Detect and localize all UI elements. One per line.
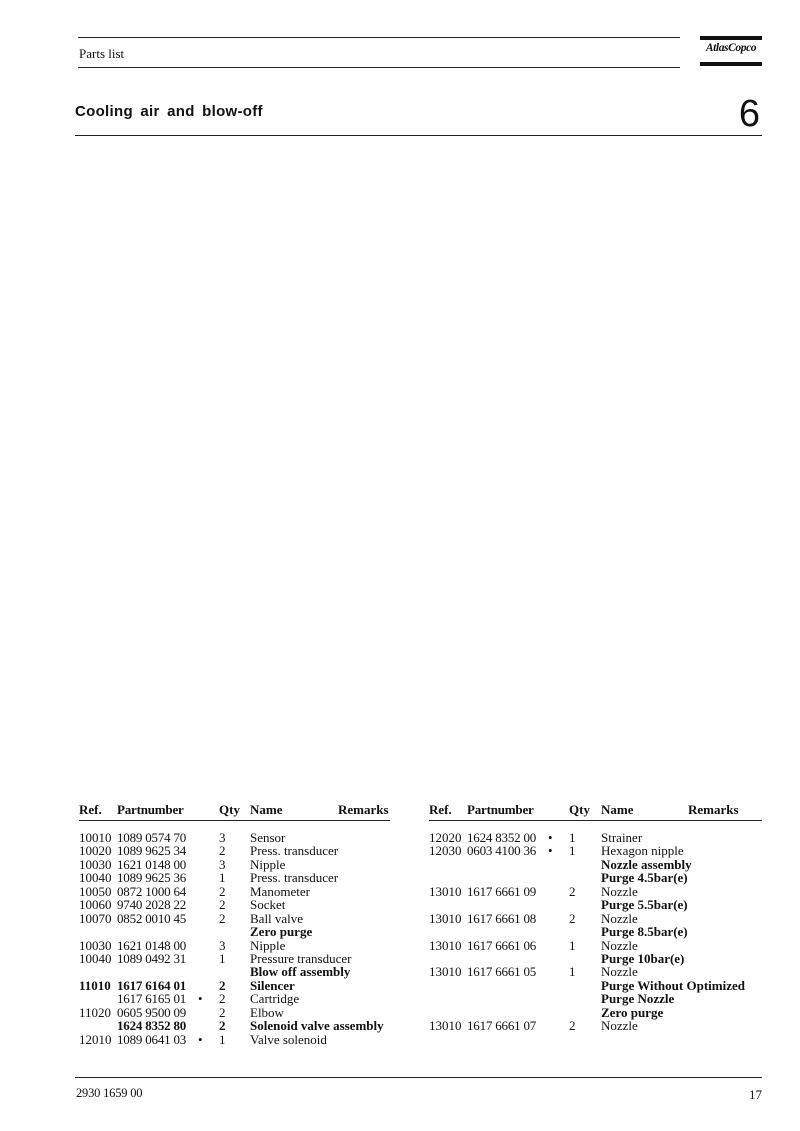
table-row <box>429 979 762 992</box>
ref-cell: 13010 <box>429 883 462 899</box>
name-cell: Press. transducer <box>250 843 339 859</box>
partnumber-cell: 1617 6164 01 <box>117 977 187 993</box>
table-row <box>429 858 762 871</box>
qty-cell: 3 <box>219 937 226 953</box>
qty-cell: 2 <box>219 910 226 926</box>
header-qty: Qty <box>569 802 590 817</box>
partnumber-cell: 0872 1000 64 <box>117 883 187 899</box>
name-cell: Purge Without Optimized <box>601 977 745 993</box>
name-cell: Purge 10bar(e) <box>601 950 685 966</box>
table-row <box>79 898 390 911</box>
ref-cell: 10010 <box>79 830 112 845</box>
ref-cell: 13010 <box>429 910 462 926</box>
name-cell: Zero purge <box>601 1004 664 1020</box>
ref-cell: 10060 <box>79 897 112 913</box>
partnumber-cell: 1624 8352 00 <box>467 830 537 845</box>
atlas-copco-logo <box>700 36 762 66</box>
qty-cell: 1 <box>219 950 226 966</box>
qty-cell: 2 <box>219 1004 226 1020</box>
qty-cell: 2 <box>569 883 576 899</box>
name-cell: Purge 4.5bar(e) <box>601 870 688 886</box>
ref-cell: 10030 <box>79 937 112 953</box>
name-cell: Valve solenoid <box>250 1031 327 1047</box>
name-cell: Nozzle assembly <box>601 856 692 872</box>
name-cell: Solenoid valve assembly <box>250 1018 384 1034</box>
table-row <box>429 1006 762 1019</box>
partnumber-cell: 1617 6661 07 <box>467 1018 537 1034</box>
name-cell: Elbow <box>250 1004 284 1020</box>
table-row <box>79 1006 390 1019</box>
header-name: Name <box>601 802 634 817</box>
name-cell: Nozzle <box>601 910 638 926</box>
header-remarks: Remarks <box>338 802 389 817</box>
name-cell: Nipple <box>250 856 286 872</box>
table-row <box>429 992 762 1005</box>
partnumber-cell: 1617 6661 05 <box>467 964 537 980</box>
partnumber-cell: 1089 9625 36 <box>117 870 187 886</box>
header-ref: Ref. <box>79 802 102 817</box>
partnumber-cell: 1621 0148 00 <box>117 937 187 953</box>
name-cell: Purge 8.5bar(e) <box>601 924 688 940</box>
qty-cell: 1 <box>219 870 226 886</box>
qty-cell: 2 <box>219 991 226 1007</box>
table-row <box>79 992 390 1005</box>
name-cell: Hexagon nipple <box>601 843 684 859</box>
header-rule-top <box>78 37 680 38</box>
header-rule-bottom <box>78 67 680 68</box>
qty-cell: 2 <box>219 1018 226 1034</box>
header-qty: Qty <box>219 802 240 817</box>
table-row <box>79 844 390 857</box>
table-row <box>429 939 762 952</box>
partnumber-cell: 1617 6661 09 <box>467 883 537 899</box>
qty-cell: 2 <box>569 910 576 926</box>
parts-table-left <box>79 802 390 1046</box>
name-cell: Manometer <box>250 883 310 899</box>
table-row <box>79 1033 390 1046</box>
table-row <box>429 831 762 844</box>
ref-cell: 13010 <box>429 1018 462 1034</box>
qty-cell: 2 <box>219 897 226 913</box>
name-cell: Sensor <box>250 830 286 845</box>
header-remarks: Remarks <box>688 802 739 817</box>
qty-cell: 1 <box>569 830 576 845</box>
ref-cell: 12010 <box>79 1031 112 1047</box>
partnumber-cell: 1617 6165 01 <box>117 991 187 1007</box>
name-cell: Press. transducer <box>250 870 339 886</box>
name-cell: Nipple <box>250 937 286 953</box>
header-label: Parts list <box>79 46 125 61</box>
table-row <box>79 831 390 844</box>
bullet-marker: • <box>198 1031 203 1047</box>
partnumber-cell: 1621 0148 00 <box>117 856 187 872</box>
logo-bar-bottom <box>700 62 762 66</box>
header-partnumber: Partnumber <box>117 802 184 817</box>
parts-table-right <box>429 802 762 1033</box>
name-cell: Nozzle <box>601 937 638 953</box>
header-ref: Ref. <box>429 802 452 817</box>
qty-cell: 1 <box>569 843 576 859</box>
qty-cell: 2 <box>219 977 226 993</box>
bullet-marker: • <box>548 830 553 845</box>
table-row <box>79 965 390 978</box>
table-row <box>79 912 390 925</box>
table-row <box>79 979 390 992</box>
table-body <box>429 831 762 1033</box>
partnumber-cell: 9740 2028 22 <box>117 897 187 913</box>
name-cell: Nozzle <box>601 964 638 980</box>
logo-bar-top <box>700 36 762 40</box>
partnumber-cell: 1624 8352 80 <box>117 1018 187 1034</box>
table-body <box>79 831 390 1046</box>
title-rule <box>75 135 762 136</box>
table-row <box>429 952 762 965</box>
partnumber-cell: 1617 6661 08 <box>467 910 537 926</box>
ref-cell: 13010 <box>429 937 462 953</box>
table-row <box>429 871 762 884</box>
partnumber-cell: 1089 0492 31 <box>117 950 187 966</box>
table-row <box>79 871 390 884</box>
table-header <box>79 802 390 821</box>
qty-cell: 2 <box>219 843 226 859</box>
ref-cell: 10070 <box>79 910 112 926</box>
table-row <box>79 939 390 952</box>
logo-text: AtlasCopco <box>705 42 757 54</box>
bullet-marker: • <box>198 991 203 1007</box>
ref-cell: 10030 <box>79 856 112 872</box>
table-header <box>429 802 762 821</box>
table-row <box>79 1019 390 1032</box>
ref-cell: 10040 <box>79 870 112 886</box>
partnumber-cell: 0603 4100 36 <box>467 843 537 859</box>
table-row <box>429 898 762 911</box>
ref-cell: 10050 <box>79 883 112 899</box>
header-partnumber: Partnumber <box>467 802 534 817</box>
partnumber-cell: 1617 6661 06 <box>467 937 537 953</box>
qty-cell: 1 <box>569 937 576 953</box>
page-number: 17 <box>749 1087 762 1102</box>
ref-cell: 10040 <box>79 950 112 966</box>
name-cell: Cartridge <box>250 991 300 1007</box>
table-row <box>429 925 762 938</box>
name-cell: Nozzle <box>601 883 638 899</box>
name-cell: Purge 5.5bar(e) <box>601 897 688 913</box>
bullet-marker: • <box>548 843 553 859</box>
name-cell: Purge Nozzle <box>601 991 675 1007</box>
name-cell: Zero purge <box>250 924 313 940</box>
table-row <box>429 844 762 857</box>
ref-cell: 13010 <box>429 964 462 980</box>
table-row <box>79 885 390 898</box>
partnumber-cell: 0605 9500 09 <box>117 1004 187 1020</box>
table-row <box>79 858 390 871</box>
qty-cell: 3 <box>219 856 226 872</box>
partnumber-cell: 0852 0010 45 <box>117 910 187 926</box>
qty-cell: 3 <box>219 830 226 845</box>
name-cell: Blow off assembly <box>250 964 351 980</box>
table-row <box>429 912 762 925</box>
ref-cell: 10020 <box>79 843 112 859</box>
name-cell: Nozzle <box>601 1018 638 1034</box>
footer-rule <box>75 1077 762 1078</box>
table-row <box>79 952 390 965</box>
ref-cell: 12030 <box>429 843 462 859</box>
partnumber-cell: 1089 9625 34 <box>117 843 187 859</box>
name-cell: Pressure transducer <box>250 950 352 966</box>
section-number: 6 <box>738 93 760 135</box>
ref-cell: 11010 <box>79 977 111 993</box>
table-row <box>79 925 390 938</box>
section-title: Cooling air and blow-off <box>75 103 263 120</box>
header-name: Name <box>250 802 283 817</box>
qty-cell: 2 <box>219 883 226 899</box>
partnumber-cell: 1089 0641 03 <box>117 1031 187 1047</box>
name-cell: Socket <box>250 897 286 913</box>
table-row <box>429 885 762 898</box>
name-cell: Strainer <box>601 830 643 845</box>
qty-cell: 2 <box>569 1018 576 1034</box>
qty-cell: 1 <box>219 1031 226 1047</box>
qty-cell: 1 <box>569 964 576 980</box>
ref-cell: 12020 <box>429 830 462 845</box>
table-row <box>429 1019 762 1032</box>
name-cell: Silencer <box>250 977 295 993</box>
table-row <box>429 965 762 978</box>
name-cell: Ball valve <box>250 910 304 926</box>
partnumber-cell: 1089 0574 70 <box>117 830 187 845</box>
document-number: 2930 1659 00 <box>76 1086 143 1100</box>
ref-cell: 11020 <box>79 1004 112 1020</box>
